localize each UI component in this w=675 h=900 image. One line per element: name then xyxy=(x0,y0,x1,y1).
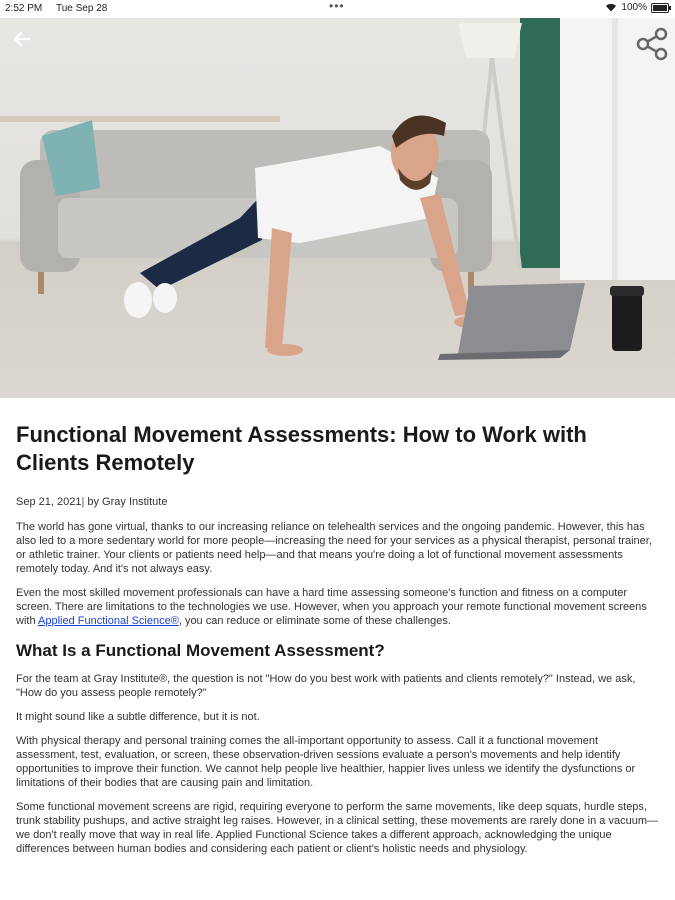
article-author: by Gray Institute xyxy=(87,496,168,508)
battery-percent: 100% xyxy=(621,2,647,13)
applied-functional-science-link[interactable]: Applied Functional Science® xyxy=(38,615,179,627)
paragraph-text: Even the most skilled movement professionals can have a hard time assessing someone's function and fitness on a computer screen. There are limitations to the technologies we use. However, when you approach your remote functional movement screens with xyxy=(16,587,647,627)
status-indicators xyxy=(605,2,669,13)
article-paragraph xyxy=(16,586,659,628)
hero-image xyxy=(0,18,675,398)
status-date: Tue Sep 28 xyxy=(56,3,108,14)
article-paragraph: Some functional movement screens are rigid, requiring everyone to perform the same movements, like deep squats, hurdle steps, trunk stability pushups, and active straight leg raises. However, in a clinical setting, these movements are rarely done in a vacuum—we don't really move that way in real life. Applied Functional Science takes a different approach, acknowledging the unique differences between human bodies and considering each patient or client's holistic needs and physiology. xyxy=(16,801,658,855)
battery-icon xyxy=(651,3,669,13)
article-date: Sep 21, 2021 xyxy=(16,496,82,508)
article-paragraph: The world has gone virtual, thanks to our increasing reliance on telehealth services and the ongoing pandemic. However, this has also led to a more sedentary world for more people—increasing the need for your services as a physical therapist, personal trainer, or athletic trainer. Your clients or patients need help—and that means you're doing a lot of functional movement assessments remotely today. And it's not always easy. xyxy=(16,521,652,575)
status-time: 2:52 PM xyxy=(5,3,43,14)
article-paragraph: For the team at Gray Institute®, the question is not "How do you best work with patients and clients remotely?" Instead, we ask, "How do you assess people remotely?" xyxy=(16,673,636,699)
wifi-icon xyxy=(605,3,617,12)
status-bar xyxy=(0,0,675,18)
article-paragraph: With physical therapy and personal training comes the all-important opportunity to assess. Call it a functional movement assessment, test, evaluation, or screen, these observation-driven sessions evaluate a person's movements and help identify opportunities to improve their function. We cannot help people live healthier, happier lives unless we identify the dysfunctions or limitations of their bodies that are causing pain and limitation. xyxy=(16,735,636,789)
share-icon[interactable] xyxy=(633,24,673,64)
article-title: Functional Movement Assessments: How to Work with Clients Remotely xyxy=(16,422,587,475)
hero-illustration xyxy=(0,18,675,398)
meta-separator: | xyxy=(81,496,85,508)
back-arrow-icon[interactable] xyxy=(10,28,32,50)
article-paragraph: It might sound like a subtle difference, but it is not. xyxy=(16,711,260,723)
article-meta xyxy=(16,496,659,508)
section-heading: What Is a Functional Movement Assessment? xyxy=(16,641,385,660)
paragraph-text: , you can reduce or eliminate some of these challenges. xyxy=(178,615,451,627)
multitask-dots-icon[interactable]: ••• xyxy=(329,0,345,13)
article xyxy=(16,398,659,856)
